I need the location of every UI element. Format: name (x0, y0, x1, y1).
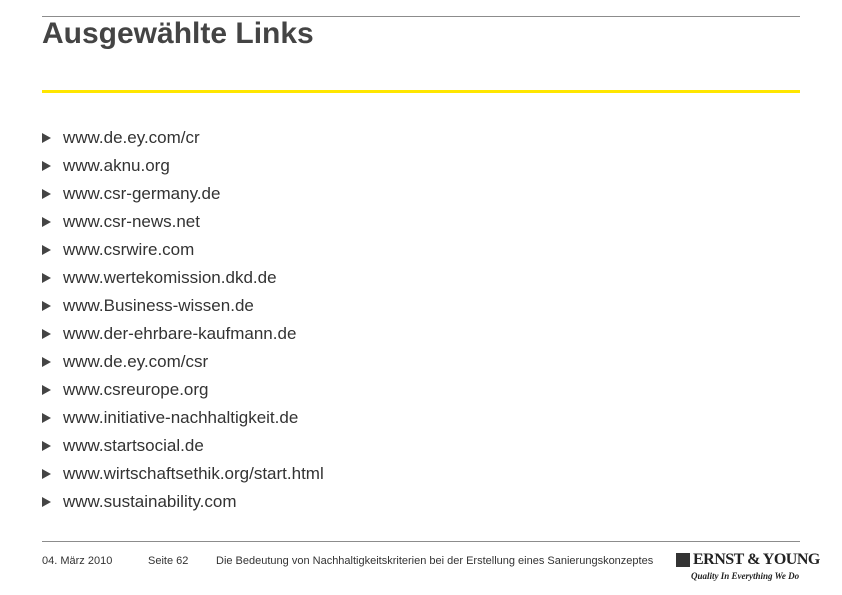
list-item (42, 264, 324, 292)
triangle-right-icon (42, 273, 51, 283)
list-item (42, 124, 324, 152)
link[interactable]: www.wirtschaftsethik.org/start.html (63, 464, 324, 483)
list-item (42, 348, 324, 376)
link[interactable]: www.csreurope.org (63, 380, 209, 399)
triangle-right-icon (42, 329, 51, 339)
link[interactable]: www.initiative-nachhaltigkeit.de (63, 408, 299, 427)
list-item (42, 320, 324, 348)
triangle-right-icon (42, 301, 51, 311)
title-accent-divider (42, 90, 800, 93)
triangle-right-icon (42, 413, 51, 423)
link-list (42, 124, 324, 516)
list-item (42, 180, 324, 208)
list-item (42, 432, 324, 460)
triangle-right-icon (42, 161, 51, 171)
triangle-right-icon (42, 441, 51, 451)
link[interactable]: www.Business-wissen.de (63, 296, 254, 315)
list-item (42, 460, 324, 488)
list-item (42, 488, 324, 516)
logo-mark-icon (676, 553, 690, 567)
logo-name: ERNST & YOUNG (693, 551, 820, 568)
link[interactable]: www.wertekomission.dkd.de (63, 268, 277, 287)
triangle-right-icon (42, 497, 51, 507)
logo-tagline: Quality In Everything We Do (691, 571, 800, 581)
triangle-right-icon (42, 357, 51, 367)
link[interactable]: www.csrwire.com (63, 240, 195, 259)
triangle-right-icon (42, 245, 51, 255)
list-item (42, 376, 324, 404)
footer-page-number: Seite 62 (148, 555, 189, 567)
list-item (42, 404, 324, 432)
triangle-right-icon (42, 189, 51, 199)
triangle-right-icon (42, 133, 51, 143)
list-item (42, 292, 324, 320)
link[interactable]: www.startsocial.de (63, 436, 204, 455)
list-item (42, 208, 324, 236)
page-title: Ausgewählte Links (42, 17, 314, 50)
link[interactable]: www.csr-news.net (63, 212, 200, 231)
link[interactable]: www.der-ehrbare-kaufmann.de (63, 324, 297, 343)
link[interactable]: www.de.ey.com/csr (63, 352, 209, 371)
link[interactable]: www.aknu.org (63, 156, 170, 175)
triangle-right-icon (42, 217, 51, 227)
link[interactable]: www.de.ey.com/cr (63, 128, 200, 147)
list-item (42, 152, 324, 180)
triangle-right-icon (42, 385, 51, 395)
list-item (42, 236, 324, 264)
triangle-right-icon (42, 469, 51, 479)
footer-subject: Die Bedeutung von Nachhaltigkeitskriterien bei der Erstellung eines Sanierungskonzeptes (216, 555, 654, 567)
link[interactable]: www.csr-germany.de (63, 184, 221, 203)
footer-date: 04. März 2010 (42, 555, 113, 567)
link[interactable]: www.sustainability.com (63, 492, 237, 511)
company-logo (676, 551, 820, 585)
footer-divider (42, 541, 800, 542)
